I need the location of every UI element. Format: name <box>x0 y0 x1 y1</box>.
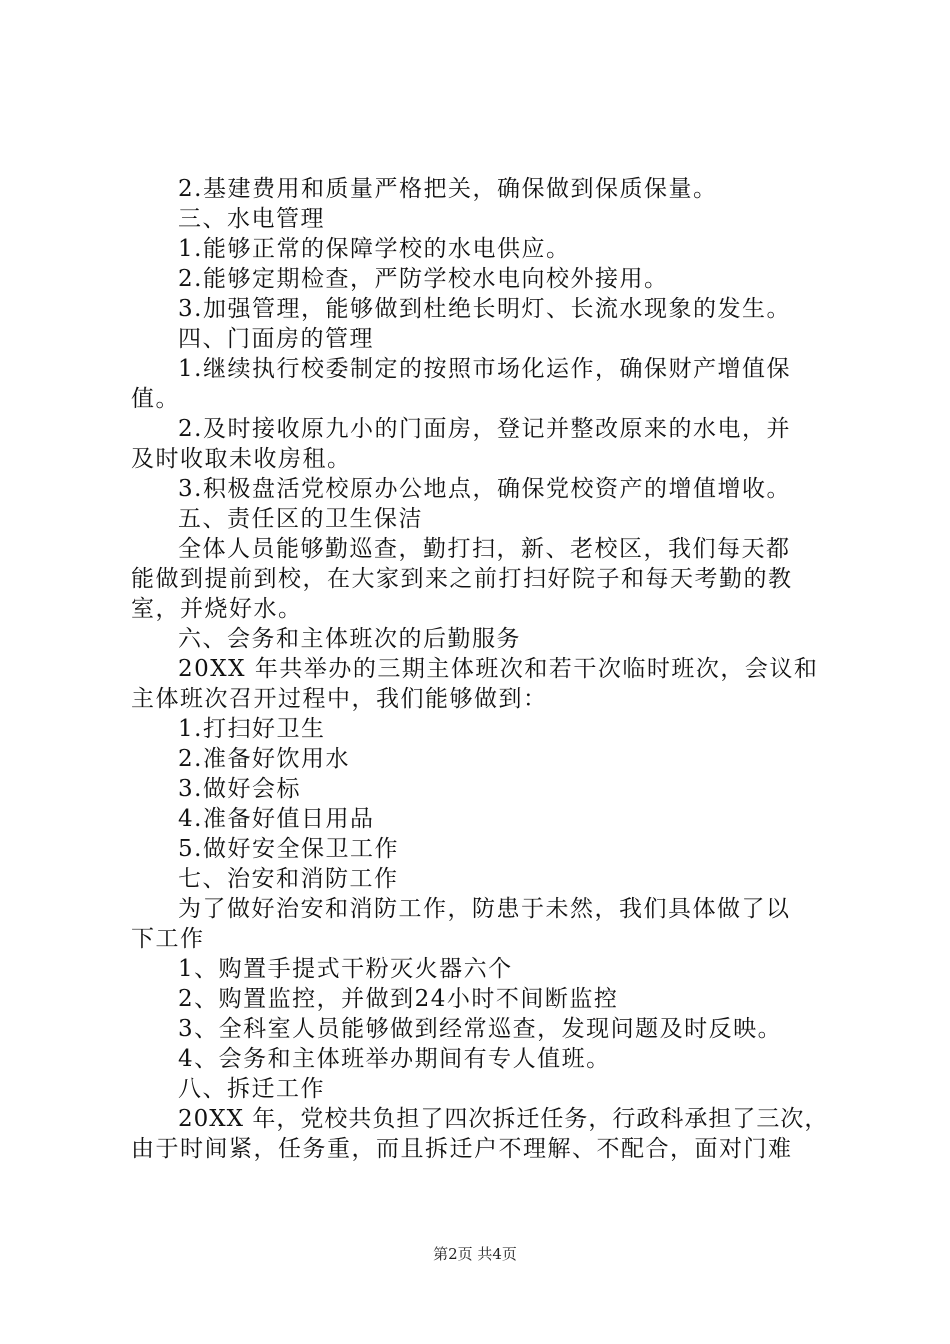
text-line: 20XX 年共举办的三期主体班次和若干次临时班次，会议和 <box>178 656 819 682</box>
document-body <box>131 174 831 1164</box>
text-line: 2.及时接收原九小的门面房，登记并整改原来的水电，并 <box>178 416 791 442</box>
text-line: 为了做好治安和消防工作，防患于未然，我们具体做了以 <box>178 896 791 922</box>
text-line: 由于时间紧，任务重，而且拆迁户不理解、不配合，面对门难 <box>131 1136 793 1162</box>
text-line: 20XX 年，党校共负担了四次拆迁任务，行政科承担了三次， <box>178 1106 829 1132</box>
text-line: 1.打扫好卫生 <box>178 716 326 742</box>
text-line: 值。 <box>131 386 180 412</box>
text-line: 八、拆迁工作 <box>178 1076 325 1102</box>
text-line: 1.继续执行校委制定的按照市场化运作，确保财产增值保 <box>178 356 791 382</box>
text-line: 五、责任区的卫生保洁 <box>178 506 423 532</box>
text-line: 3.积极盘活党校原办公地点，确保党校资产的增值增收。 <box>178 476 791 502</box>
text-line: 七、治安和消防工作 <box>178 866 399 892</box>
text-line: 2.准备好饮用水 <box>178 746 350 772</box>
text-line: 六、会务和主体班次的后勤服务 <box>178 626 521 652</box>
text-line: 2、购置监控，并做到24小时不间断监控 <box>178 986 619 1012</box>
text-line: 1、购置手提式干粉灭火器六个 <box>178 956 513 982</box>
text-line: 三、水电管理 <box>178 206 325 232</box>
text-line: 全体人员能够勤巡查，勤打扫，新、老校区，我们每天都 <box>178 536 791 562</box>
text-line: 3.做好会标 <box>178 776 301 802</box>
text-line: 及时收取未收房租。 <box>131 446 352 472</box>
text-line: 室，并烧好水。 <box>131 596 303 622</box>
text-line: 4.准备好值日用品 <box>178 806 375 832</box>
text-line: 1.能够正常的保障学校的水电供应。 <box>178 236 571 262</box>
text-line: 下工作 <box>131 926 205 952</box>
text-line: 主体班次召开过程中，我们能够做到： <box>131 686 548 712</box>
text-line: 能做到提前到校，在大家到来之前打扫好院子和每天考勤的教 <box>131 566 793 592</box>
text-line: 3、全科室人员能够做到经常巡查，发现问题及时反映。 <box>178 1016 783 1042</box>
text-line: 2.能够定期检查，严防学校水电向校外接用。 <box>178 266 669 292</box>
text-line: 5.做好安全保卫工作 <box>178 836 399 862</box>
page-footer: 第2页 共4页 <box>433 1245 517 1263</box>
text-line: 四、门面房的管理 <box>178 326 374 352</box>
text-line: 4、会务和主体班举办期间有专人值班。 <box>178 1046 611 1072</box>
text-line: 2.基建费用和质量严格把关，确保做到保质保量。 <box>178 176 718 202</box>
text-line: 3.加强管理，能够做到杜绝长明灯、长流水现象的发生。 <box>178 296 791 322</box>
